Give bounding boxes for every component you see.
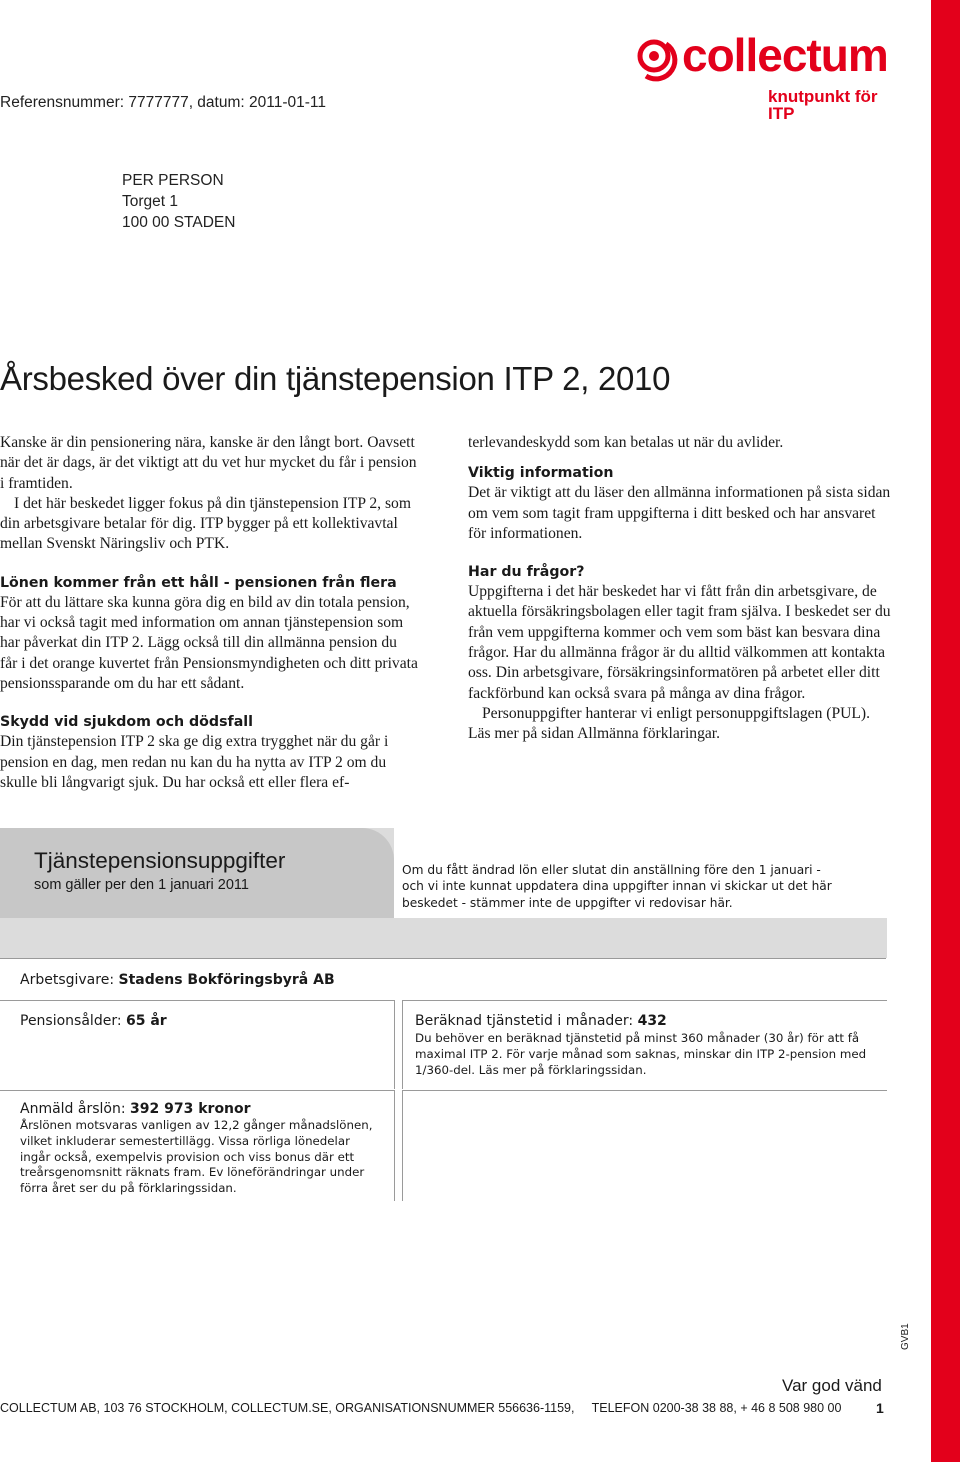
- info-box-note: Om du fått ändrad lön eller slutat din anställning före den 1 januari - och vi inte kunnat uppdatera dina uppgifter innan vi skickar ut det här beskedet - stämmer inte de uppgifter vi redovisar här.: [402, 863, 832, 910]
- info-box-title: Tjänstepensionsuppgifter: [34, 848, 286, 873]
- pension-age-box: [0, 1000, 395, 1089]
- service-time-value: 432: [637, 1013, 667, 1029]
- service-time-note: Du behöver en beräknad tjänstetid på minst 360 månader (30 år) för att få maximal ITP 2. För varje månad som saknas, minskar din ITP 2-pension med 1/360-del. Läs mer på förklaringssidan.: [415, 1031, 867, 1077]
- heading-pension-sources: Lönen kommer från ett håll - pensionen från flera: [0, 574, 397, 591]
- address-city: 100 00 STADEN: [122, 214, 236, 231]
- employer-row: [20, 972, 335, 988]
- salary-label: Anmäld årslön:: [20, 1101, 131, 1117]
- right-column: [468, 433, 892, 745]
- service-time-row: [415, 1013, 667, 1029]
- salary-value: 392 973 kronor: [130, 1101, 251, 1117]
- address-name: PER PERSON: [122, 172, 224, 189]
- please-turn-over: Var god vänd: [782, 1376, 882, 1395]
- employer-box: [0, 958, 886, 999]
- address-street: Torget 1: [122, 193, 179, 210]
- page-number: 1: [876, 1400, 884, 1416]
- salary-note: Årslönen motsvaras vanligen av 12,2 gånger månadslönen, vilket inkluderar semestertillägg. Vissa rörliga lönedelar ingår också, exempelvis provision och viss bonus där ett treårsgenomsnitt räknats fram. Ev löneförändringar under förra året ser du på förklaringssidan.: [20, 1118, 373, 1196]
- focus-paragraph: I det här beskedet ligger fokus på din tjänstepension ITP 2, som din arbetsgivare betalar för dig. ITP bygger på ett kollektivavtal mellan Svenskt Näringsliv och PTK.: [0, 494, 411, 553]
- logo-tagline: knutpunkt för ITP: [768, 87, 878, 123]
- pension-sources-paragraph: För att du lättare ska kunna göra dig en bild av din totala pension, har vi också tagit med information om annan tjänstepension som har påverkat din ITP 2. Lägg också till din allmänna pension du får i det orange kuvertet från Pensionsmyndigheten och ditt privata pensionssparande om du har ett sådant.: [0, 593, 418, 692]
- salary-box: [0, 1090, 395, 1201]
- pension-age-row: [20, 1013, 167, 1029]
- pension-age-label: Pensionsålder:: [20, 1013, 126, 1029]
- important-info-paragraph: Det är viktigt att du läser den allmänna informationen på sista sidan om vem som tagit fram uppgifterna i ditt besked och har ansvaret för informationen.: [468, 484, 891, 542]
- survivor-paragraph: terlevandeskydd som kan betalas ut när du avlider.: [468, 434, 784, 451]
- heading-questions: Har du frågor?: [468, 564, 585, 581]
- heading-protection: Skydd vid sjukdom och dödsfall: [0, 714, 253, 731]
- questions-paragraph: Uppgifterna i det här beskedet har vi fått från din arbetsgivare, de aktuella försäkringsbolagen eller tagit fram själva. I beskedet ser du från vem uppgifterna kommer och vem som bäst kan besvara dina frågor. Har du allmänna frågor är du alltid välkommen att kontakta oss. Din arbetsgivare, försäkringsinformatören på arbetet eller ditt fackförbund kan också svara på många av dina frågor.: [468, 583, 891, 702]
- personal-data-paragraph: Personuppgifter hanterar vi enligt personuppgiftslagen (PUL). Läs mer på sidan Allmänna förklaringar.: [468, 704, 871, 743]
- employer-value: Stadens Bokföringsbyrå AB: [118, 972, 335, 988]
- collectum-logo: [636, 29, 906, 123]
- red-side-bar: [931, 0, 960, 1462]
- heading-important-info: Viktig information: [468, 465, 614, 482]
- employer-label: Arbetsgivare:: [20, 972, 119, 988]
- logo-wordmark: collectum: [682, 29, 888, 81]
- intro-paragraph: Kanske är din pensionering nära, kanske är den långt bort. Oavsett när det är dags, är det viktigt att du vet hur mycket du får i pension i framtiden.: [0, 434, 417, 492]
- left-column: [0, 433, 418, 793]
- service-time-box: [402, 1000, 887, 1089]
- info-box-subtitle: som gäller per den 1 januari 2011: [34, 877, 249, 893]
- footer-address: COLLECTUM AB, 103 76 STOCKHOLM, COLLECTUM.SE, ORGANISATIONSNUMMER 556636-1159, TELEFON 0200-38 38 88, + 46 8 508 980 00: [0, 1401, 842, 1415]
- document-title: Årsbesked över din tjänstepension ITP 2, 2010: [0, 360, 671, 397]
- pension-age-value: 65 år: [126, 1013, 167, 1029]
- service-time-label: Beräknad tjänstetid i månader:: [415, 1013, 638, 1029]
- protection-paragraph: Din tjänstepension ITP 2 ska ge dig extra trygghet när du går i pension en dag, men redan nu kan du ha nytta av ITP 2 om du skulle bli långvarigt sjuk. Du har också ett eller flera ef-: [0, 733, 389, 791]
- form-code: GVB1: [900, 1323, 911, 1350]
- empty-box: [402, 1090, 887, 1201]
- reference-line: Referensnummer: 7777777, datum: 2011-01-11: [0, 94, 326, 111]
- salary-row: [20, 1101, 251, 1117]
